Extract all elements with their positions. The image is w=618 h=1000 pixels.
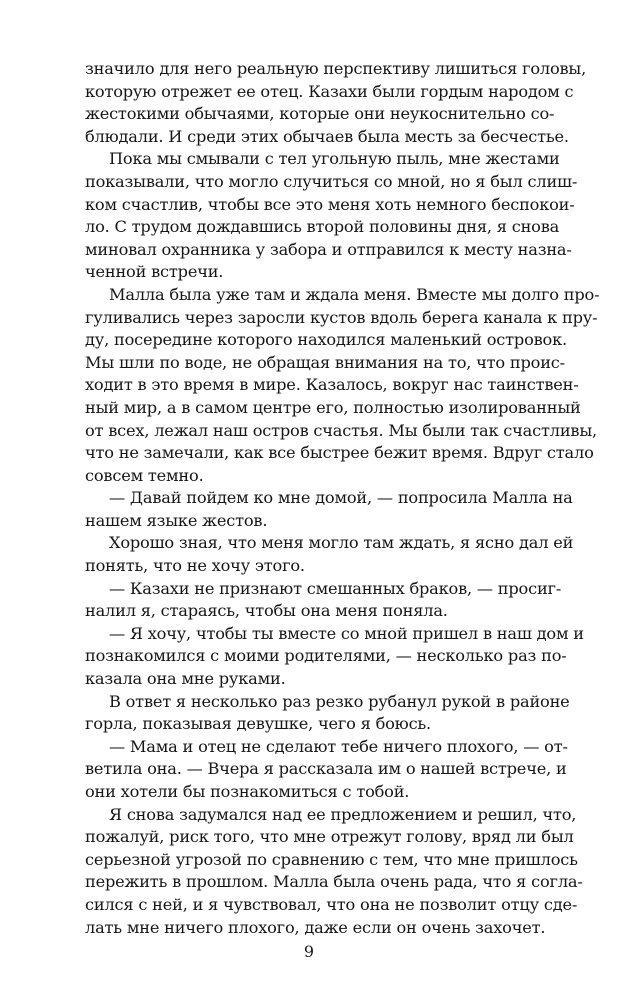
text-line: показывали, что могло случиться со мной, но я был слиш-	[85, 171, 578, 191]
text-line: пережить в прошлом. Малла была очень рада, что я согла-	[85, 872, 583, 892]
text-line: жестокими обычаями, которые они неукоснительно со-	[85, 104, 555, 124]
text-line: горла, показывая девушке, чего я боюсь.	[85, 714, 431, 734]
text-line: понять, что не хочу этого.	[85, 556, 305, 576]
text-line: Мы шли по воде, не обращая внимания на то, что проис-	[85, 352, 565, 372]
text-line: лать мне ничего плохого, даже если он очень захочет.	[85, 917, 546, 937]
text-line: ветила она. — Вчера я рассказала им о нашей встрече, и	[85, 759, 567, 779]
page-number: 9	[303, 942, 315, 961]
text-line: что не замечали, как все быстрее бежит время. Вдруг стало	[85, 443, 594, 463]
text-line: познакомился с моими родителями, — несколько раз по-	[85, 646, 567, 666]
text-line: ченной встречи.	[85, 262, 224, 282]
text-line: ло. С трудом дождавшись второй половины дня, я снова	[85, 217, 560, 237]
text-line: — Давай пойдем ко мне домой, — попросила Малла на	[109, 488, 573, 508]
text-line: значило для него реальную перспективу лишиться головы,	[85, 59, 587, 78]
text-line: ду, посередине которого находился маленький островок.	[85, 330, 567, 350]
text-line: казала она мне руками.	[85, 669, 286, 689]
text-line: ный мир, а в самом центре его, полностью изолированный	[85, 397, 581, 417]
text-line: блюдали. И среди этих обычаев была месть за бесчестье.	[85, 126, 569, 146]
text-line: Пока мы смывали с тел угольную пыль, мне жестами	[109, 149, 560, 169]
text-line: — Мама и отец не сделают тебе ничего плохого, — от-	[109, 736, 568, 756]
text-line: гуливались через заросли кустов вдоль берега канала к пру-	[85, 307, 598, 327]
text-line: сился с ней, и я чувствовал, что она не позволит отцу сде-	[85, 894, 578, 914]
text-line: они хотели бы познакомиться с тобой.	[85, 782, 410, 801]
text-line: миновал охранника у забора и отправился к месту назна-	[85, 239, 572, 259]
text-line: Я снова задумался над ее предложением и решил, что,	[109, 804, 577, 824]
body-text	[85, 58, 600, 939]
text-line: В ответ я несколько раз резко рубанул рукой в районе	[109, 691, 570, 711]
text-line: от всех, лежал наш остров счастья. Мы были так счастливы,	[85, 420, 597, 440]
text-line: ходит в это время в мире. Казалось, вокруг нас таинствен-	[85, 375, 579, 395]
text-line: серьезной угрозой по сравнению с тем, что мне пришлось	[85, 849, 578, 869]
text-line: налил я, стараясь, чтобы она меня поняла.	[85, 601, 448, 621]
text-line: — Я хочу, чтобы ты вместе со мной пришел в наш дом и	[109, 623, 584, 643]
text-line: нашем языке жестов.	[85, 510, 268, 530]
text-line: ком счастлив, чтобы все это меня хоть немного беспокои-	[85, 194, 575, 214]
text-line: пожалуй, риск того, что мне отрежут голову, вряд ли был	[85, 827, 574, 847]
text-line: совсем темно.	[85, 465, 204, 485]
text-line: которую отрежет ее отец. Казахи были гордым народом с	[85, 81, 574, 101]
text-line: Хорошо зная, что меня могло там ждать, я ясно дал ей	[109, 533, 574, 553]
text-line: Малла была уже там и ждала меня. Вместе мы долго про-	[109, 284, 600, 304]
text-line: — Казахи не признают смешанных браков, — просиг-	[109, 578, 562, 598]
